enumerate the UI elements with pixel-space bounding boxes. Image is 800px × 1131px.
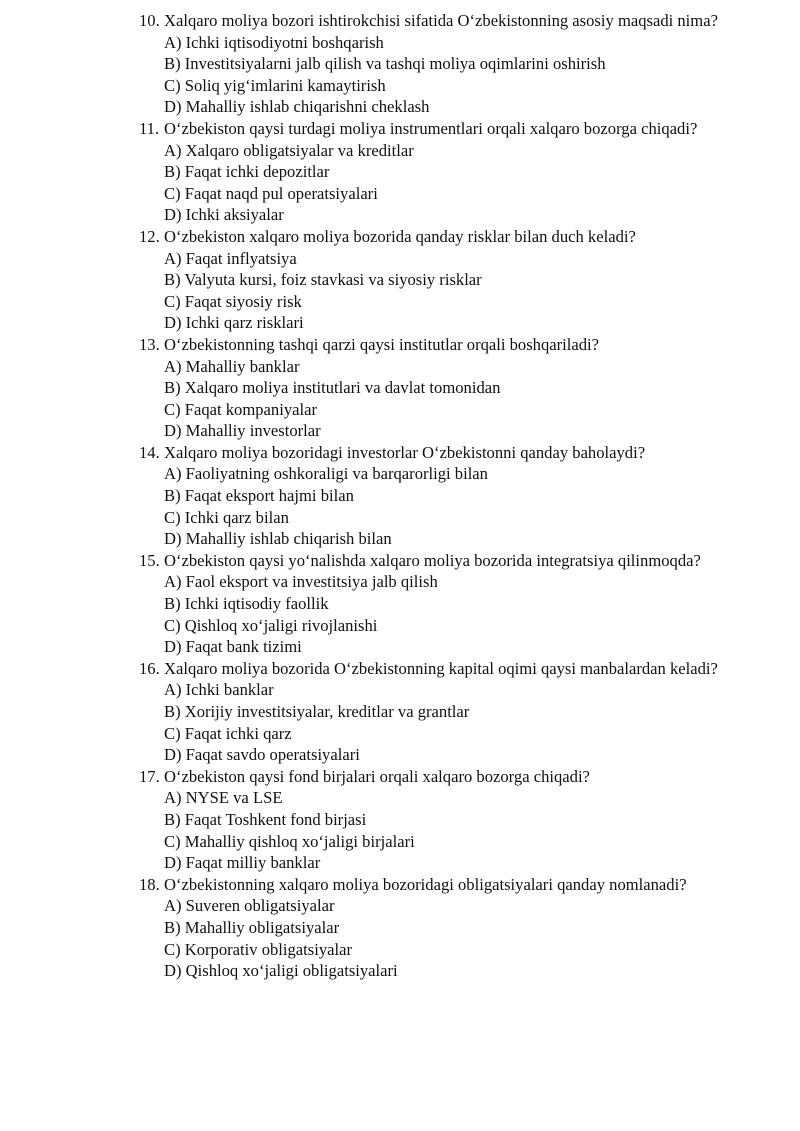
answer-option: D) Mahalliy investorlar: [164, 421, 321, 441]
answer-options: [164, 356, 744, 442]
question-text: Xalqaro moliya bozorida O‘zbekistonning kapital oqimi qaysi manbalardan keladi?: [164, 658, 718, 678]
answer-options: [164, 248, 744, 334]
question-number: 14.: [139, 442, 160, 462]
answer-option: B) Investitsiyalarni jalb qilish va tashqi moliya oqimlarini oshirish: [164, 54, 606, 74]
answer-options: [164, 140, 744, 226]
question-number: 11.: [139, 118, 160, 138]
question-block: [0, 658, 800, 766]
answer-option: C) Faqat ichki qarz: [164, 723, 292, 743]
answer-options: [164, 679, 744, 765]
answer-option: C) Ichki qarz bilan: [164, 507, 289, 527]
answer-option: C) Faqat naqd pul operatsiyalari: [164, 183, 378, 203]
answer-option: B) Xalqaro moliya institutlari va davlat tomonidan: [164, 378, 501, 398]
answer-option: B) Faqat eksport hajmi bilan: [164, 486, 354, 506]
answer-option: A) NYSE va LSE: [164, 788, 283, 808]
answer-options: [164, 787, 744, 873]
question-block: [0, 118, 800, 226]
answer-option: D) Mahalliy ishlab chiqarish bilan: [164, 529, 392, 549]
answer-option: D) Ichki qarz risklari: [164, 313, 304, 333]
document-page: [0, 10, 800, 982]
answer-option: D) Faqat milliy banklar: [164, 853, 321, 873]
answer-option: B) Faqat Toshkent fond birjasi: [164, 809, 367, 829]
answer-option: C) Faqat siyosiy risk: [164, 291, 302, 311]
question-text: Xalqaro moliya bozori ishtirokchisi sifatida O‘zbekistonning asosiy maqsadi nima?: [164, 11, 718, 30]
answer-option: B) Faqat ichki depozitlar: [164, 162, 330, 182]
answer-option: D) Faqat savdo operatsiyalari: [164, 745, 360, 765]
answer-options: [164, 32, 744, 118]
answer-option: C) Qishloq xo‘jaligi rivojlanishi: [164, 615, 378, 635]
question-text: O‘zbekiston xalqaro moliya bozorida qanday risklar bilan duch keladi?: [164, 226, 636, 246]
answer-option: A) Suveren obligatsiyalar: [164, 896, 335, 916]
question-number: 13.: [139, 334, 160, 354]
question-text: O‘zbekistonning xalqaro moliya bozoridagi obligatsiyalari qanday nomlanadi?: [164, 874, 687, 894]
question-number: 12.: [139, 226, 160, 246]
answer-options: [164, 571, 744, 657]
answer-option: A) Faol eksport va investitsiya jalb qilish: [164, 572, 438, 592]
answer-option: A) Ichki banklar: [164, 680, 274, 700]
answer-option: D) Faqat bank tizimi: [164, 637, 302, 657]
question-block: [0, 874, 800, 982]
question-block: [0, 766, 800, 874]
answer-option: A) Mahalliy banklar: [164, 356, 300, 376]
answer-option: C) Soliq yig‘imlarini kamaytirish: [164, 75, 386, 95]
answer-options: [164, 463, 744, 549]
answer-option: D) Qishloq xo‘jaligi obligatsiyalari: [164, 961, 398, 981]
question-text: O‘zbekiston qaysi fond birjalari orqali xalqaro bozorga chiqadi?: [164, 766, 590, 786]
question-number: 17.: [139, 766, 160, 786]
answer-option: C) Faqat kompaniyalar: [164, 399, 317, 419]
question-block: [0, 10, 800, 118]
question-number: 10.: [139, 11, 160, 30]
question-block: [0, 226, 800, 334]
answer-option: B) Valyuta kursi, foiz stavkasi va siyosiy risklar: [164, 270, 482, 290]
question-block: [0, 550, 800, 658]
answer-option: A) Ichki iqtisodiyotni boshqarish: [164, 32, 384, 52]
question-text: O‘zbekistonning tashqi qarzi qaysi institutlar orqali boshqariladi?: [164, 334, 600, 354]
answer-option: B) Mahalliy obligatsiyalar: [164, 917, 340, 937]
answer-option: A) Faoliyatning oshkoraligi va barqarorligi bilan: [164, 464, 488, 484]
answer-option: D) Mahalliy ishlab chiqarishni cheklash: [164, 97, 430, 117]
answer-option: B) Xorijiy investitsiyalar, kreditlar va grantlar: [164, 702, 470, 721]
question-number: 18.: [139, 874, 160, 894]
question-text: O‘zbekiston qaysi yo‘nalishda xalqaro moliya bozorida integratsiya qilinmoqda?: [164, 550, 701, 570]
answer-options: [164, 895, 744, 981]
answer-option: A) Xalqaro obligatsiyalar va kreditlar: [164, 140, 414, 160]
answer-option: A) Faqat inflyatsiya: [164, 248, 297, 268]
question-text: O‘zbekiston qaysi turdagi moliya instrumentlari orqali xalqaro bozorga chiqadi?: [164, 118, 698, 138]
question-text: Xalqaro moliya bozoridagi investorlar O‘zbekistonni qanday baholaydi?: [164, 442, 646, 462]
answer-option: B) Ichki iqtisodiy faollik: [164, 594, 329, 614]
answer-option: C) Korporativ obligatsiyalar: [164, 939, 353, 959]
question-block: [0, 334, 800, 442]
question-number: 16.: [139, 658, 160, 678]
question-block: [0, 442, 800, 550]
answer-option: C) Mahalliy qishloq xo‘jaligi birjalari: [164, 831, 415, 851]
question-number: 15.: [139, 550, 160, 570]
answer-option: D) Ichki aksiyalar: [164, 205, 284, 225]
